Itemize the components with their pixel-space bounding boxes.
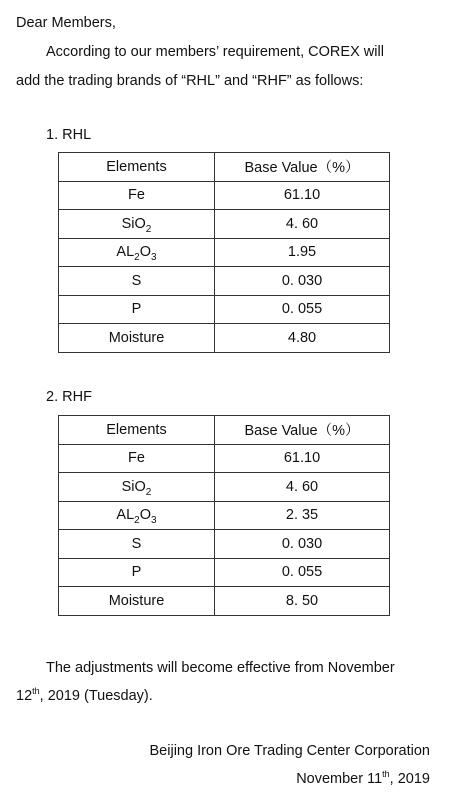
element-cell: Moisture: [59, 587, 215, 616]
signature-organization: Beijing Iron Ore Trading Center Corporation: [149, 743, 430, 759]
value-cell: 1.95: [215, 238, 390, 267]
closing-line-2: 12th, 2019 (Tuesday).: [16, 686, 153, 704]
greeting: Dear Members,: [16, 15, 116, 31]
element-cell: P: [59, 558, 215, 587]
table-row: [59, 587, 390, 616]
value-cell: 0. 030: [215, 530, 390, 559]
column-header-elements: Elements: [59, 416, 215, 445]
table-row: [59, 324, 390, 353]
element-cell: Fe: [59, 444, 215, 473]
value-cell: 4. 60: [215, 210, 390, 239]
value-cell: 61.10: [215, 181, 390, 210]
column-header-elements: Elements: [59, 153, 215, 182]
table-header-row: [59, 153, 390, 182]
column-header-base-value: Base Value（%）: [215, 416, 390, 445]
column-header-base-value: Base Value（%）: [215, 153, 390, 182]
value-cell: 2. 35: [215, 501, 390, 530]
value-cell: 0. 055: [215, 558, 390, 587]
table-row: [59, 267, 390, 296]
table-row: [59, 501, 390, 530]
table-row: [59, 530, 390, 559]
table-header-row: [59, 416, 390, 445]
element-cell: P: [59, 295, 215, 324]
element-cell: SiO$_2$: [59, 473, 215, 502]
value-cell: 0. 055: [215, 295, 390, 324]
value-cell: 61.10: [215, 444, 390, 473]
element-cell: S: [59, 267, 215, 296]
table-row: [59, 444, 390, 473]
element-cell: Moisture: [59, 324, 215, 353]
element-cell: Fe: [59, 181, 215, 210]
value-cell: 0. 030: [215, 267, 390, 296]
element-cell: S: [59, 530, 215, 559]
table-row: [59, 181, 390, 210]
table-row: [59, 210, 390, 239]
table-row: [59, 238, 390, 267]
table-row: [59, 473, 390, 502]
table-row: [59, 295, 390, 324]
signature-date: November 11th, 2019: [296, 769, 430, 787]
table-row: [59, 558, 390, 587]
closing-line-1: The adjustments will become effective from November: [46, 660, 395, 676]
value-cell: 4.80: [215, 324, 390, 353]
section-heading-rhf: 2. RHF: [46, 389, 92, 405]
intro-line-1: According to our members’ requirement, COREX will: [46, 44, 384, 60]
intro-line-2: add the trading brands of “RHL” and “RHF” as follows:: [16, 73, 364, 89]
element-cell: $AL_2O_3$: [59, 238, 215, 267]
element-cell: $AL_2O_3$: [59, 501, 215, 530]
element-cell: SiO$_2$: [59, 210, 215, 239]
rhl-table: [58, 152, 390, 353]
section-heading-rhl: 1. RHL: [46, 127, 92, 143]
rhf-table: [58, 415, 390, 616]
value-cell: 8. 50: [215, 587, 390, 616]
value-cell: 4. 60: [215, 473, 390, 502]
